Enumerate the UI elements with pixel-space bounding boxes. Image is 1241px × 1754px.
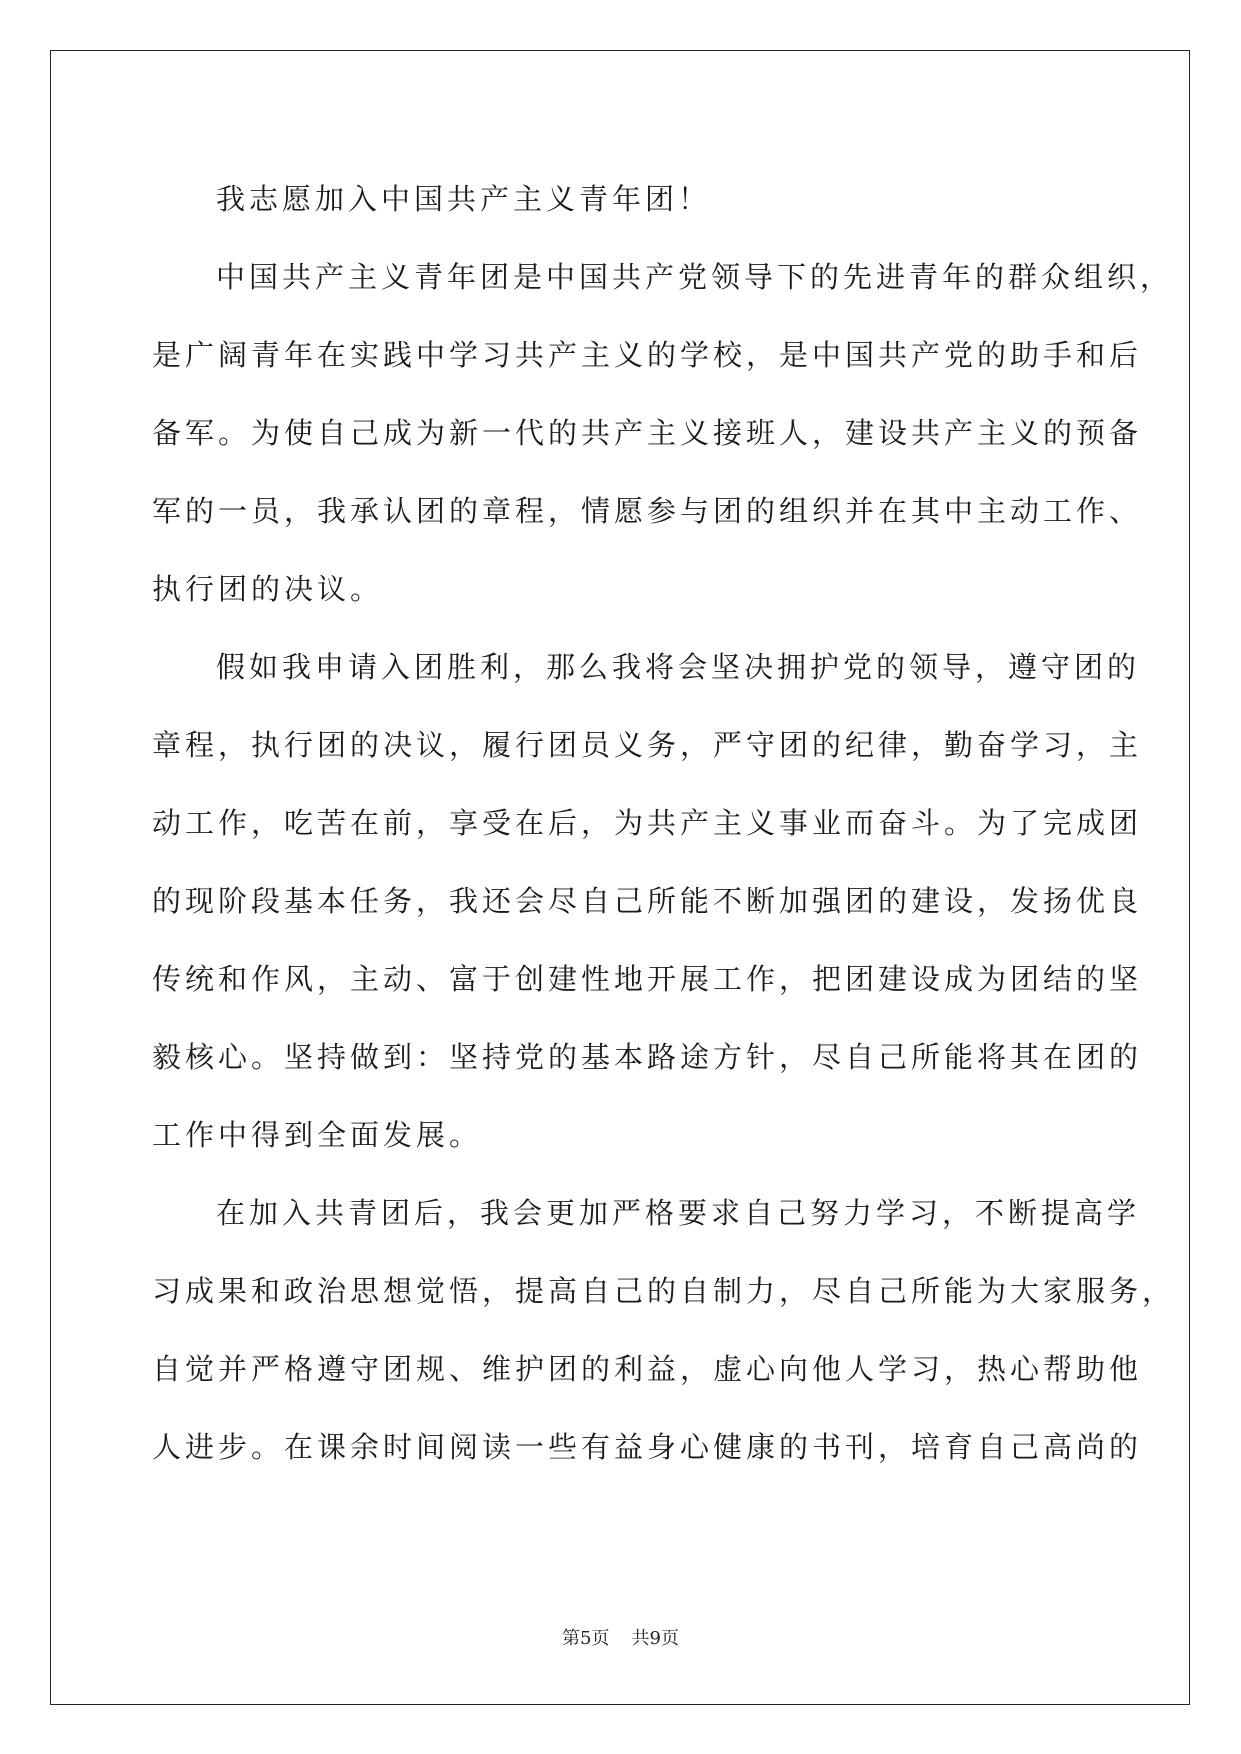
paragraph-line: 自觉并严格遵守团规、维护团的利益，虚心向他人学习，热心帮助他 bbox=[152, 1352, 1143, 1386]
paragraph-line: 我志愿加入中国共产主义青年团！ bbox=[216, 182, 712, 216]
paragraph-line: 的现阶段基本任务，我还会尽自己所能不断加强团的建设，发扬优良 bbox=[152, 884, 1143, 918]
paragraph-line: 是广阔青年在实践中学习共产主义的学校，是中国共产党的助手和后 bbox=[152, 338, 1143, 372]
paragraph-line: 工作中得到全面发展。 bbox=[152, 1118, 483, 1152]
paragraph-line: 中国共产主义青年团是中国共产党领导下的先进青年的群众组织， bbox=[216, 260, 1174, 294]
paragraph-line: 在加入共青团后，我会更加严格要求自己努力学习，不断提高学 bbox=[216, 1196, 1141, 1230]
paragraph-line: 习成果和政治思想觉悟，提高自己的自制力，尽自己所能为大家服务， bbox=[152, 1274, 1176, 1308]
paragraph-line: 传统和作风，主动、富于创建性地开展工作，把团建设成为团结的坚 bbox=[152, 962, 1143, 996]
document-body bbox=[152, 160, 1176, 1486]
paragraph-line: 人进步。在课余时间阅读一些有益身心健康的书刊，培育自己高尚的 bbox=[152, 1430, 1143, 1464]
paragraph-line: 动工作，吃苦在前，享受在后，为共产主义事业而奋斗。为了完成团 bbox=[152, 806, 1143, 840]
total-pages-label: 共9页 bbox=[631, 1628, 679, 1649]
paragraph-line: 章程，执行团的决议，履行团员义务，严守团的纪律，勤奋学习，主 bbox=[152, 728, 1143, 762]
paragraph-line: 军的一员，我承认团的章程，情愿参与团的组织并在其中主动工作、 bbox=[152, 494, 1143, 528]
paragraph-line: 毅核心。坚持做到：坚持党的基本路途方针，尽自己所能将其在团的 bbox=[152, 1040, 1143, 1074]
paragraph-line: 备军。为使自己成为新一代的共产主义接班人，建设共产主义的预备 bbox=[152, 416, 1143, 450]
page-footer bbox=[0, 1624, 1241, 1650]
paragraph-line: 假如我申请入团胜利，那么我将会坚决拥护党的领导，遵守团的 bbox=[216, 650, 1141, 684]
paragraph-line: 执行团的决议。 bbox=[152, 572, 384, 606]
current-page-label: 第5页 bbox=[562, 1628, 610, 1649]
